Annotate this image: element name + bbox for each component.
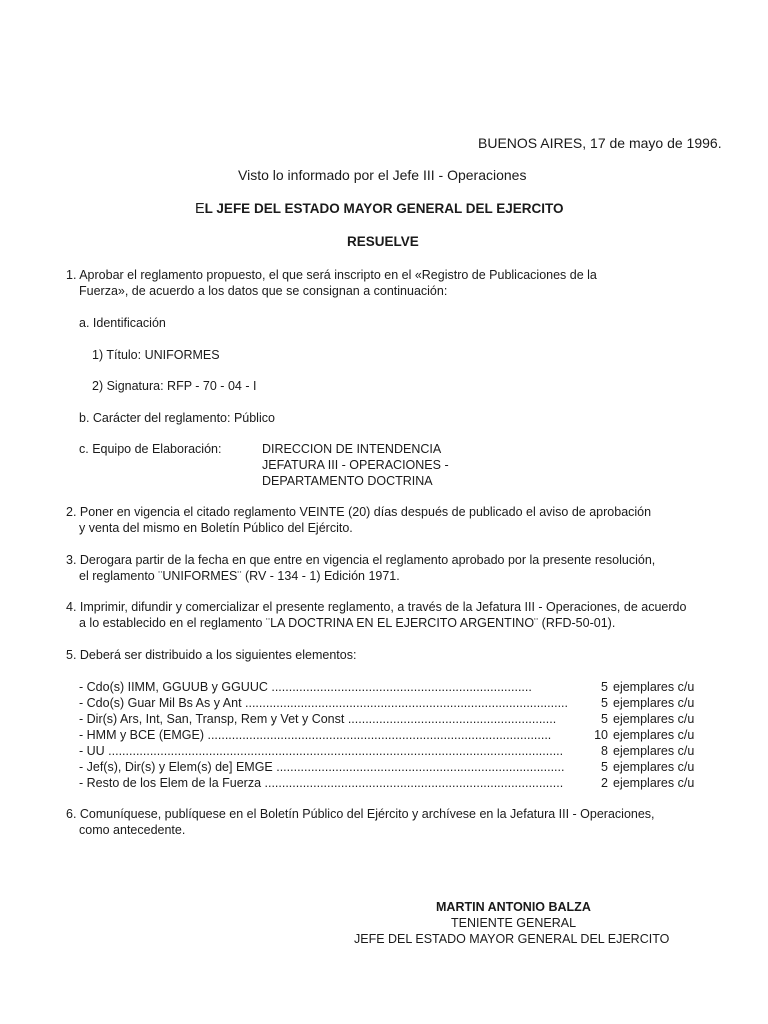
distribution-row-qty: 2	[601, 776, 608, 790]
item2-line1: 2. Poner en vigencia el citado reglamento VEINTE (20) días después de publicado el aviso de aprobación	[66, 505, 652, 519]
distribution-row-qty: 5	[601, 712, 608, 726]
distribution-row-unit: ejemplares c/u	[613, 696, 695, 710]
distribution-row-label: - HMM y BCE (EMGE) ...................................................................................................	[79, 728, 552, 742]
distribution-row-unit: ejemplares c/u	[613, 760, 695, 774]
item1-b: b. Carácter del reglamento: Público	[79, 411, 275, 425]
signatory-name: MARTIN ANTONIO BALZA	[436, 900, 591, 914]
item1-a-heading: a. Identificación	[79, 316, 166, 330]
item6-line2: como antecedente.	[79, 823, 186, 837]
distribution-row-label: - Jef(s), Dir(s) y Elem(s) de] EMGE ...................................................................................	[79, 760, 565, 774]
distribution-row-unit: ejemplares c/u	[613, 680, 695, 694]
signatory-position: JEFE DEL ESTADO MAYOR GENERAL DEL EJERCITO	[354, 932, 670, 946]
item1-c-label: c. Equipo de Elaboración:	[79, 442, 222, 456]
item1-a1: 1) Título: UNIFORMES	[92, 348, 220, 362]
issuer-title	[195, 201, 564, 217]
distribution-row-label: - UU ...................................................................................................................................	[79, 744, 564, 758]
distribution-row-qty: 10	[594, 728, 608, 742]
distribution-row-qty: 5	[601, 680, 608, 694]
distribution-row-qty: 5	[601, 696, 608, 710]
item1-line2: Fuerza», de acuerdo a los datos que se consignan a continuación:	[79, 284, 448, 298]
issuer-title-initial: E	[195, 201, 205, 217]
item6-line1: 6. Comuníquese, publíquese en el Boletín Público del Ejército y archívese en la Jefatura III - Operaciones,	[66, 807, 655, 821]
distribution-row-label: - Resto de los Elem de la Fuerza ......................................................................................	[79, 776, 564, 790]
distribution-row-qty: 5	[601, 760, 608, 774]
item2-line2: y venta del mismo en Boletín Público del Ejército.	[79, 521, 353, 535]
item4-line1: 4. Imprimir, difundir y comercializar el presente reglamento, a través de la Jefatura III - Operaciones, de acuerdo	[66, 600, 687, 614]
distribution-row-label: - Dir(s) Ars, Int, San, Transp, Rem y Vet y Const ............................................................	[79, 712, 557, 726]
visto-line: Visto lo informado por el Jefe III - Operaciones	[238, 167, 527, 183]
item1-c-value: DEPARTAMENTO DOCTRINA	[262, 474, 433, 488]
distribution-row-qty: 8	[601, 744, 608, 758]
item5-heading: 5. Deberá ser distribuido a los siguientes elementos:	[66, 648, 357, 662]
distribution-row-unit: ejemplares c/u	[613, 712, 695, 726]
item3-line2: el reglamento ¨UNIFORMES¨ (RV - 134 - 1) Edición 1971.	[79, 569, 400, 583]
item1-a2: 2) Signatura: RFP - 70 - 04 - I	[92, 379, 257, 393]
document-date: BUENOS AIRES, 17 de mayo de 1996.	[478, 135, 722, 151]
item1-c-value: JEFATURA III - OPERACIONES -	[262, 458, 449, 472]
distribution-row-unit: ejemplares c/u	[613, 776, 695, 790]
item4-line2: a lo establecido en el reglamento ¨LA DOCTRINA EN EL EJERCITO ARGENTINO¨ (RFD-50-01).	[79, 616, 616, 630]
item1-line1: 1. Aprobar el reglamento propuesto, el que será inscripto en el «Registro de Publicaciones de la	[66, 268, 597, 282]
distribution-row-label: - Cdo(s) Guar Mil Bs As y Ant .............................................................................................	[79, 696, 568, 710]
distribution-row-label: - Cdo(s) IIMM, GGUUB y GGUUC ...........................................................................	[79, 680, 532, 694]
item3-line1: 3. Derogara partir de la fecha en que entre en vigencia el reglamento aprobado por la presente resolución,	[66, 553, 656, 567]
issuer-title-rest: L JEFE DEL ESTADO MAYOR GENERAL DEL EJERCITO	[204, 201, 564, 216]
signatory-rank: TENIENTE GENERAL	[451, 916, 577, 930]
resuelve-heading: RESUELVE	[347, 234, 419, 249]
distribution-row-unit: ejemplares c/u	[613, 728, 695, 742]
item1-c-value: DIRECCION DE INTENDENCIA	[262, 442, 442, 456]
distribution-row-unit: ejemplares c/u	[613, 744, 695, 758]
